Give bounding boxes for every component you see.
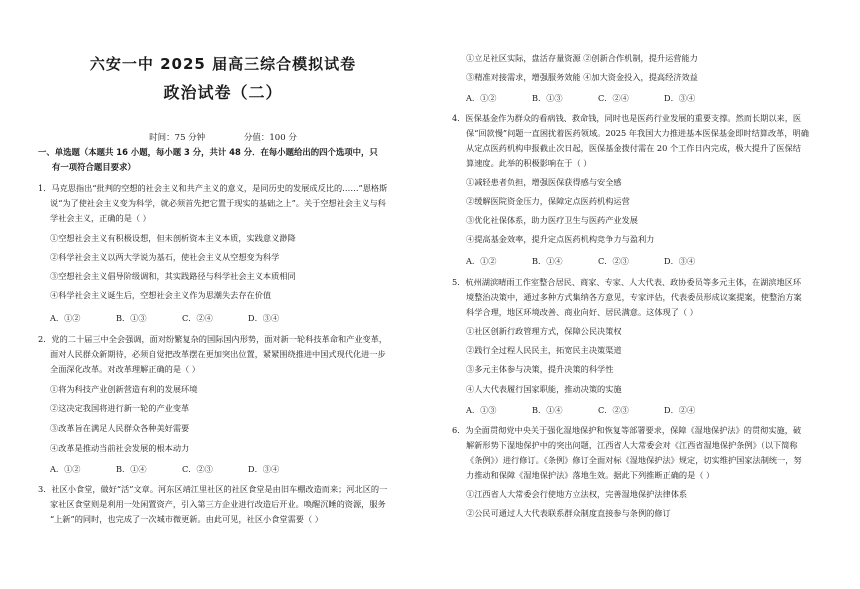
section-heading-line1: 一、单选题（本题共 16 小题，每小题 3 分，共计 48 分．在每小题给出的四个选项中，只 bbox=[38, 147, 378, 157]
page-title: 六安一中 2025 届高三综合模拟试卷 bbox=[89, 55, 357, 73]
statement-item: ③精准对接需求，增强服务效能 ④加大资金投入，提高经济效益 bbox=[466, 72, 698, 82]
question-text: 全面深化改革。对改革理解正确的是（ ） bbox=[50, 364, 200, 374]
section-heading-line2: 有一项符合题目要求） bbox=[52, 162, 136, 172]
question-text: 说“为了使社会主义变为科学，就必须首先把它置于现实的基础之上”。关于空想社会主义与科 bbox=[50, 198, 386, 208]
statement-item: ④提高基金效率，提升定点医药机构竞争力与盈利力 bbox=[466, 234, 655, 244]
question-text: “上新”的同时，也完成了一次城市微更新。由此可见，社区小食堂需要（ ） bbox=[50, 514, 323, 524]
statement-item: ①减轻患者负担，增强医保获得感与安全感 bbox=[466, 177, 622, 187]
option-b[interactable]: B．①④ bbox=[532, 256, 563, 266]
option-c[interactable]: C．②③ bbox=[598, 256, 629, 266]
option-a[interactable]: A．①② bbox=[466, 256, 497, 266]
option-b[interactable]: B．①④ bbox=[532, 405, 563, 415]
question-text: 5．杭州湖滨晴雨工作室整合居民、商家、专家、人大代表、政协委员等多元主体，在湖滨地区环 bbox=[452, 277, 802, 287]
statement-item: ③空想社会主义倡导阶级调和，其实践路径与科学社会主义本质相同 bbox=[50, 271, 296, 281]
option-a[interactable]: A．①② bbox=[466, 93, 497, 103]
question-text: 从定点医药机构申报截止次日起，医保基金拨付需在 20 个工作日内完成，极大提升了医保结 bbox=[466, 143, 801, 153]
page-subtitle: 政治试卷（二） bbox=[163, 83, 283, 102]
option-c[interactable]: C．②③ bbox=[598, 405, 629, 415]
option-a[interactable]: A．①③ bbox=[466, 405, 497, 415]
question-text: 6．为全面贯彻党中央关于强化湿地保护和恢复等部署要求，保障《湿地保护法》的贯彻实施，破 bbox=[452, 425, 802, 435]
statement-item: ②这决定我国将进行新一轮的产业变革 bbox=[50, 403, 190, 413]
statement-item: ③多元主体参与决策，提升决策的科学性 bbox=[466, 364, 614, 374]
option-d[interactable]: D．③④ bbox=[248, 313, 280, 323]
question-text: 学社会主义，正确的是（ ） bbox=[50, 213, 151, 223]
option-b[interactable]: B．①③ bbox=[116, 313, 147, 323]
option-b[interactable]: B．①③ bbox=[532, 93, 563, 103]
statement-item: ②践行全过程人民民主，拓宽民主决策渠道 bbox=[466, 345, 622, 355]
statement-item: ①空想社会主义有积极设想，但未剖析资本主义本质，实践意义渺降 bbox=[50, 233, 296, 243]
statement-item: ②科学社会主义以两大学说为基石，使社会主义从空想变为科学 bbox=[50, 252, 280, 262]
option-c[interactable]: C．②③ bbox=[182, 464, 213, 474]
question-text: 力推动和保障《湿地保护法》落地生效。据此下列推断正确的是（ ） bbox=[466, 470, 715, 480]
question-text: 面对人民群众新期待，必须自觉把改革摆在更加突出位置，紧紧围绕推进中国式现代化进一步 bbox=[50, 349, 386, 359]
question-text: 解新形势下湿地保护中的突出问题，江西省人大常委会对《江西省湿地保护条例》（以下简称 bbox=[466, 440, 798, 450]
option-d[interactable]: D．②④ bbox=[664, 405, 696, 415]
answer-options bbox=[50, 313, 314, 324]
statement-item: ③优化社保体系，助力医疗卫生与医药产业发展 bbox=[466, 215, 638, 225]
statement-item: ②公民可通过人大代表联系群众制度直接参与条例的修订 bbox=[466, 508, 671, 518]
option-a[interactable]: A．①② bbox=[50, 464, 81, 474]
option-d[interactable]: D．③④ bbox=[248, 464, 280, 474]
option-d[interactable]: D．③④ bbox=[664, 93, 696, 103]
statement-item: ④科学社会主义诞生后，空想社会主义作为思潮失去存在价值 bbox=[50, 290, 272, 300]
option-a[interactable]: A．①② bbox=[50, 313, 81, 323]
question-text: 2．党的二十届三中全会强调，面对纷繁复杂的国际国内形势，面对新一轮科技革命和产业变革， bbox=[38, 334, 388, 344]
exam-time: 时间：75 分钟 bbox=[149, 133, 206, 143]
question-text: 保“回款慢”问题一直困扰着医药领域。2025 年我国大力推进基本医保基金即时结算改革，明确 bbox=[466, 128, 809, 138]
option-c[interactable]: C．②④ bbox=[598, 93, 629, 103]
statement-item: ①将为科技产业创新营造有利的发展环境 bbox=[50, 384, 198, 394]
question-text: 1．马克思指出“批判的空想的社会主义和共产主义的意义，是同历史的发展成反比的……”恩格斯 bbox=[38, 183, 388, 193]
answer-options bbox=[466, 256, 730, 267]
exam-score: 分值：100 分 bbox=[243, 133, 297, 143]
answer-options bbox=[50, 464, 314, 475]
option-b[interactable]: B．①④ bbox=[116, 464, 147, 474]
question-text: 家社区食堂则是利用一处闲置资产，引入第三方企业进行改造后开业。唤醒沉睡的资源，服务 bbox=[50, 499, 386, 509]
option-d[interactable]: D．③④ bbox=[664, 256, 696, 266]
statement-item: ①立足社区实际，盘活存量资源 ②创新合作机制，提升运营能力 bbox=[466, 53, 698, 63]
statement-item: ④人大代表履行国家职能，推动决策的实施 bbox=[466, 384, 622, 394]
option-c[interactable]: C．②④ bbox=[182, 313, 213, 323]
question-text: 境整治决策中，通过多种方式集纳各方意见，专家评估，代表委员形成议案提案，使整治方案 bbox=[466, 292, 802, 302]
question-text: 科学合理，地区环境改善、商业向好、居民满意。这体现了（ ） bbox=[466, 307, 698, 317]
exam-meta bbox=[38, 131, 408, 143]
question-text: 3．社区小食堂，做好“活”文章。河东区靖江里社区的社区食堂是由旧车棚改造而来；河北区的一 bbox=[38, 484, 388, 494]
statement-item: ③改革旨在满足人民群众各种美好需要 bbox=[50, 423, 190, 433]
statement-item: ②缓解医院资金压力，保障定点医药机构运营 bbox=[466, 196, 630, 206]
answer-options bbox=[466, 93, 730, 104]
answer-options bbox=[466, 405, 730, 416]
question-text: 4．医保基金作为群众的看病钱、救命钱，同时也是医药行业发展的重要支撑。然而长期以来，医 bbox=[452, 113, 802, 123]
question-text: 算速度。此举的积极影响在于（ ） bbox=[466, 158, 592, 168]
statement-item: ④改革是推动当前社会发展的根本动力 bbox=[50, 443, 190, 453]
statement-item: ①社区创新行政管理方式，保障公民决策权 bbox=[466, 326, 622, 336]
question-text: 《条例》）进行修订。《条例》修订全面对标《湿地保护法》规定，切实维护国家法制统一，努 bbox=[466, 455, 802, 465]
statement-item: ①江西省人大常委会行使地方立法权，完善湿地保护法律体系 bbox=[466, 489, 688, 499]
